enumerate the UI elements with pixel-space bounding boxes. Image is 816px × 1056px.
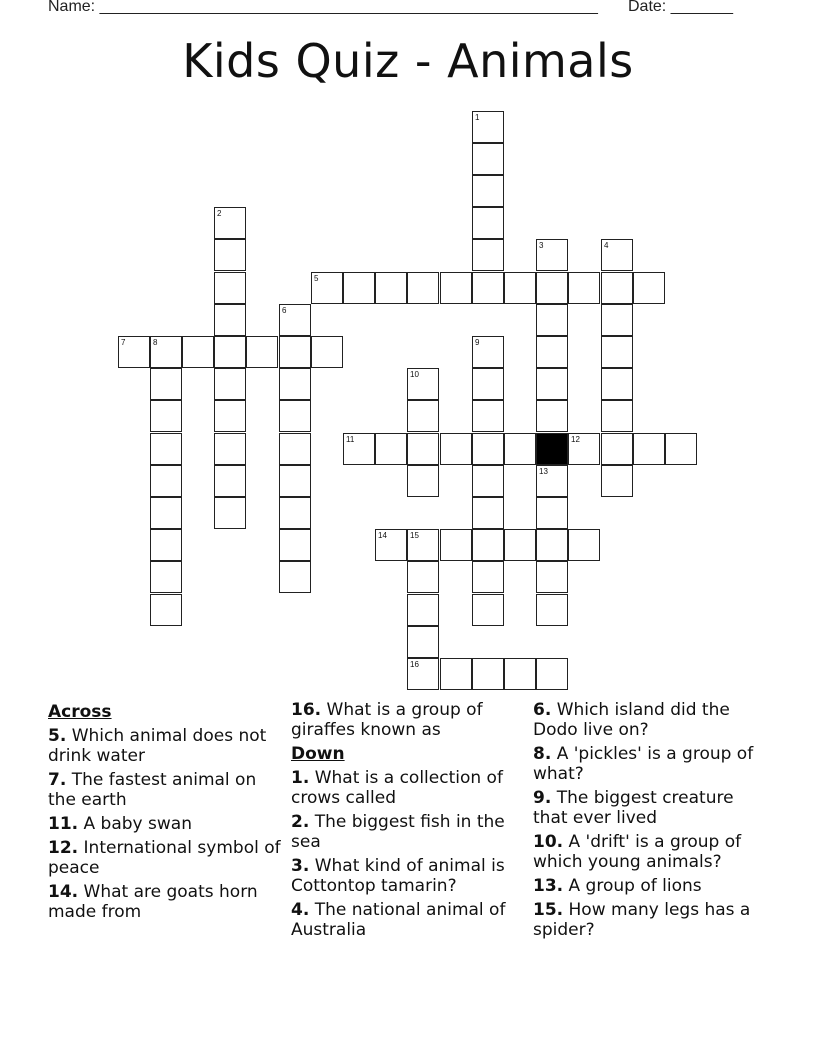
clue-number: 7 — [121, 338, 126, 347]
clue-text: The fastest animal on the earth — [48, 770, 257, 810]
clue-text: What is a collection of crows called — [291, 768, 503, 808]
crossword-cell[interactable] — [472, 207, 504, 239]
clue-num: 9. — [533, 788, 552, 808]
crossword-cell[interactable] — [472, 658, 504, 690]
crossword-cell[interactable] — [472, 594, 504, 626]
down-clue — [291, 900, 527, 940]
down-clue — [533, 900, 769, 940]
crossword-cell[interactable] — [601, 272, 633, 304]
clue-num: 14. — [48, 882, 79, 902]
crossword-cell[interactable] — [214, 336, 246, 368]
crossword-cell[interactable] — [214, 465, 246, 497]
crossword-cell[interactable] — [407, 658, 439, 690]
clue-number: 8 — [153, 338, 158, 347]
across-heading: Across — [48, 702, 112, 722]
crossword-cell[interactable] — [472, 111, 504, 143]
crossword-cell[interactable] — [407, 465, 439, 497]
crossword-cell[interactable] — [472, 368, 504, 400]
crossword-cell[interactable] — [536, 336, 568, 368]
down-clue — [533, 876, 769, 896]
crossword-cell[interactable] — [633, 272, 665, 304]
crossword-cell[interactable] — [279, 304, 311, 336]
across-clue — [291, 700, 527, 740]
clue-num: 16. — [291, 700, 322, 720]
crossword-cell[interactable] — [536, 272, 568, 304]
crossword-cell[interactable] — [375, 433, 407, 465]
crossword-cell[interactable] — [343, 433, 375, 465]
crossword-cell[interactable] — [279, 368, 311, 400]
crossword-cell[interactable] — [504, 433, 536, 465]
clue-text: The biggest creature that ever lived — [533, 788, 734, 828]
clue-column-2 — [291, 700, 527, 944]
crossword-cell[interactable] — [472, 400, 504, 432]
crossword-cell[interactable] — [182, 336, 214, 368]
crossword-cell[interactable] — [601, 400, 633, 432]
clue-text: Which island did the Dodo live on? — [533, 700, 730, 740]
clue-number: 14 — [378, 531, 387, 540]
clue-number: 13 — [539, 467, 548, 476]
clue-number: 16 — [410, 660, 419, 669]
clue-text: The national animal of Australia — [291, 900, 506, 940]
crossword-cell[interactable] — [279, 561, 311, 593]
clue-number: 15 — [410, 531, 419, 540]
clue-text: Which animal does not drink water — [48, 726, 267, 766]
crossword-cell[interactable] — [536, 239, 568, 271]
crossword-cell[interactable] — [601, 239, 633, 271]
crossword-cell[interactable] — [407, 594, 439, 626]
crossword-cell[interactable] — [375, 529, 407, 561]
clue-text: International symbol of peace — [48, 838, 281, 878]
crossword-cell[interactable] — [472, 143, 504, 175]
clue-text: A 'pickles' is a group of what? — [533, 744, 754, 784]
crossword-cell[interactable] — [214, 497, 246, 529]
crossword-cell[interactable] — [279, 400, 311, 432]
crossword-cell[interactable] — [472, 529, 504, 561]
black-cell — [536, 433, 568, 465]
crossword-cell[interactable] — [150, 433, 182, 465]
crossword-cell[interactable] — [601, 465, 633, 497]
clue-number: 6 — [282, 306, 287, 315]
down-clue — [533, 700, 769, 740]
crossword-cell[interactable] — [504, 272, 536, 304]
clue-text: What are goats horn made from — [48, 882, 258, 922]
clue-number: 4 — [604, 241, 609, 250]
crossword-cell[interactable] — [279, 529, 311, 561]
crossword-cell[interactable] — [407, 561, 439, 593]
clue-num: 10. — [533, 832, 564, 852]
crossword-cell[interactable] — [150, 561, 182, 593]
crossword-cell[interactable] — [536, 594, 568, 626]
down-heading: Down — [291, 744, 345, 764]
crossword-cell[interactable] — [407, 529, 439, 561]
crossword-cell[interactable] — [504, 658, 536, 690]
clue-text: A 'drift' is a group of which young animals? — [533, 832, 742, 872]
crossword-cell[interactable] — [568, 529, 600, 561]
crossword-cell[interactable] — [214, 272, 246, 304]
clue-num: 2. — [291, 812, 310, 832]
crossword-cell[interactable] — [150, 529, 182, 561]
down-clue — [291, 856, 527, 896]
clue-number: 9 — [475, 338, 480, 347]
down-clue — [533, 744, 769, 784]
crossword-cell[interactable] — [279, 465, 311, 497]
clue-number: 11 — [346, 435, 355, 444]
crossword-cell[interactable] — [150, 497, 182, 529]
clue-num: 15. — [533, 900, 564, 920]
clue-num: 3. — [291, 856, 310, 876]
crossword-cell[interactable] — [214, 207, 246, 239]
clue-num: 13. — [533, 876, 564, 896]
clue-text: What kind of animal is Cottontop tamarin? — [291, 856, 505, 896]
crossword-cell[interactable] — [568, 433, 600, 465]
crossword-cell[interactable] — [407, 626, 439, 658]
crossword-cell[interactable] — [246, 336, 278, 368]
crossword-cell[interactable] — [118, 336, 150, 368]
crossword-cell[interactable] — [343, 272, 375, 304]
crossword-cell[interactable] — [472, 175, 504, 207]
clue-number: 3 — [539, 241, 544, 250]
crossword-cell[interactable] — [472, 465, 504, 497]
clue-number: 10 — [410, 370, 419, 379]
crossword-cell[interactable] — [440, 529, 472, 561]
down-clue — [291, 768, 527, 808]
crossword-cell[interactable] — [665, 433, 697, 465]
crossword-cell[interactable] — [633, 433, 665, 465]
crossword-cell[interactable] — [407, 368, 439, 400]
clue-num: 12. — [48, 838, 79, 858]
clue-text: What is a group of giraffes known as — [291, 700, 483, 740]
crossword-cell[interactable] — [504, 529, 536, 561]
crossword-cell[interactable] — [214, 433, 246, 465]
crossword-cell[interactable] — [375, 272, 407, 304]
crossword-cell[interactable] — [472, 272, 504, 304]
crossword-cell[interactable] — [601, 368, 633, 400]
clue-num: 7. — [48, 770, 67, 790]
crossword-cell[interactable] — [472, 239, 504, 271]
clue-text: The biggest fish in the sea — [291, 812, 505, 852]
crossword-cell[interactable] — [536, 465, 568, 497]
clue-text: How many legs has a spider? — [533, 900, 751, 940]
crossword-cell[interactable] — [407, 400, 439, 432]
crossword-cell[interactable] — [150, 400, 182, 432]
crossword-cell[interactable] — [601, 304, 633, 336]
crossword-cell[interactable] — [601, 433, 633, 465]
across-clue — [48, 726, 284, 766]
crossword-cell[interactable] — [536, 658, 568, 690]
crossword-cell[interactable] — [214, 368, 246, 400]
crossword-cell[interactable] — [150, 336, 182, 368]
clue-text: A group of lions — [563, 876, 702, 896]
clue-text: A baby swan — [78, 814, 192, 834]
crossword-cell[interactable] — [536, 368, 568, 400]
date-label: Date: — [628, 0, 667, 15]
clue-number: 12 — [571, 435, 580, 444]
crossword-cell[interactable] — [536, 529, 568, 561]
crossword-cell[interactable] — [536, 304, 568, 336]
crossword-cell[interactable] — [214, 239, 246, 271]
crossword-cell[interactable] — [311, 272, 343, 304]
clue-num: 8. — [533, 744, 552, 764]
crossword-cell[interactable] — [472, 336, 504, 368]
down-clue — [291, 812, 527, 852]
crossword-cell[interactable] — [407, 433, 439, 465]
clue-num: 5. — [48, 726, 67, 746]
crossword-cell[interactable] — [472, 497, 504, 529]
clue-num: 1. — [291, 768, 310, 788]
clue-num: 4. — [291, 900, 310, 920]
clue-num: 11. — [48, 814, 79, 834]
clue-column-1 — [48, 700, 284, 926]
crossword-cell[interactable] — [279, 336, 311, 368]
name-line[interactable]: ________________________________________________________ — [99, 0, 598, 15]
crossword-cell[interactable] — [472, 433, 504, 465]
crossword-cell[interactable] — [440, 272, 472, 304]
clue-num: 6. — [533, 700, 552, 720]
clue-number: 1 — [475, 113, 480, 122]
clue-number: 2 — [217, 209, 222, 218]
clue-number: 5 — [314, 274, 319, 283]
across-clue — [48, 882, 284, 922]
across-clue — [48, 770, 284, 810]
crossword-cell[interactable] — [279, 497, 311, 529]
across-clue — [48, 838, 284, 878]
crossword-cell[interactable] — [601, 336, 633, 368]
crossword-cell[interactable] — [440, 658, 472, 690]
crossword-cell[interactable] — [214, 400, 246, 432]
down-clue — [533, 832, 769, 872]
across-clue — [48, 814, 284, 834]
crossword-cell[interactable] — [214, 304, 246, 336]
clue-column-3 — [533, 700, 769, 944]
date-line[interactable]: _______ — [670, 0, 733, 15]
crossword-cell[interactable] — [279, 433, 311, 465]
crossword-cell[interactable] — [536, 561, 568, 593]
crossword-cell[interactable] — [150, 368, 182, 400]
crossword-cell[interactable] — [536, 497, 568, 529]
crossword-cell[interactable] — [472, 561, 504, 593]
crossword-cell[interactable] — [568, 272, 600, 304]
down-clue — [533, 788, 769, 828]
crossword-cell[interactable] — [150, 465, 182, 497]
crossword-cell[interactable] — [150, 594, 182, 626]
crossword-cell[interactable] — [440, 433, 472, 465]
name-label: Name: — [48, 0, 96, 15]
crossword-cell[interactable] — [407, 272, 439, 304]
crossword-cell[interactable] — [536, 400, 568, 432]
crossword-cell[interactable] — [311, 336, 343, 368]
page-title: Kids Quiz - Animals — [182, 34, 634, 88]
